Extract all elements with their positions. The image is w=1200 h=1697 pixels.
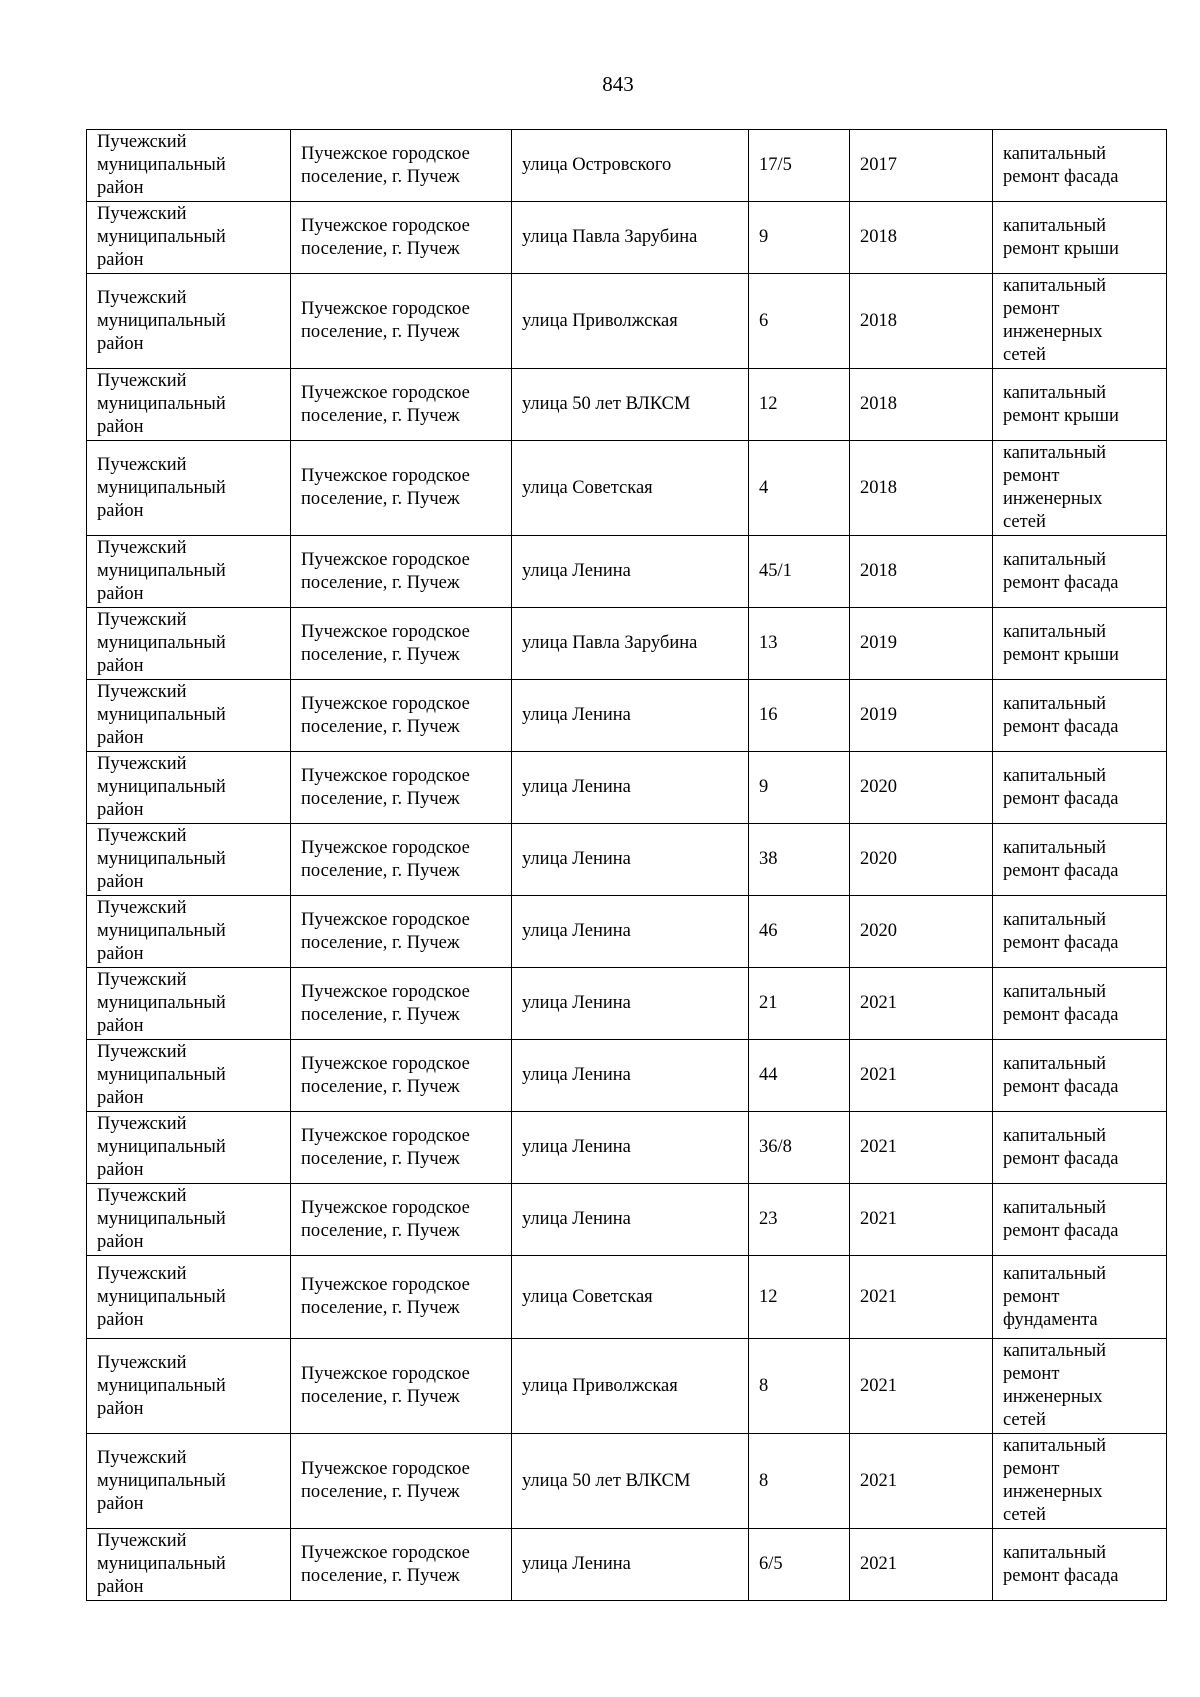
work-type-cell xyxy=(993,608,1167,680)
work-type-cell-line: ремонт крыши xyxy=(1003,238,1119,259)
settlement-cell-line: поселение, г. Пучеж xyxy=(301,1004,460,1025)
settlement-cell xyxy=(291,1040,512,1112)
district-cell xyxy=(87,1256,291,1339)
settlement-cell xyxy=(291,1339,512,1434)
district-cell-line: Пучежский xyxy=(97,1447,187,1468)
table-row xyxy=(87,536,1167,608)
district-cell-line: район xyxy=(97,1493,144,1514)
work-type-cell xyxy=(993,824,1167,896)
work-type-cell-line: капитальный xyxy=(1003,1542,1107,1563)
district-cell-line: район xyxy=(97,1088,144,1108)
work-type-cell-line: ремонт фасада xyxy=(1003,1076,1119,1097)
settlement-cell-line: Пучежское городское xyxy=(301,466,470,486)
house-number-cell: 13 xyxy=(749,608,850,680)
work-type-cell-line: ремонт фасада xyxy=(1003,1565,1119,1586)
district-cell-line: муниципальный xyxy=(97,1554,226,1574)
settlement-cell xyxy=(291,536,512,608)
district-cell-line: Пучежский xyxy=(97,970,187,990)
settlement-cell xyxy=(291,1112,512,1184)
settlement-cell-line: Пучежское городское xyxy=(301,621,470,642)
settlement-cell xyxy=(291,441,512,536)
district-cell-line: район xyxy=(97,1232,144,1252)
settlement-cell-line: Пучежское городское xyxy=(301,549,470,570)
year-cell: 2019 xyxy=(850,608,993,680)
settlement-cell-line: поселение, г. Пучеж xyxy=(301,322,460,342)
settlement-cell-line: поселение, г. Пучеж xyxy=(301,644,460,665)
district-cell-line: район xyxy=(97,584,144,604)
work-type-cell-line: капитальный xyxy=(1003,276,1107,296)
house-number-cell: 6 xyxy=(749,274,850,369)
table-row xyxy=(87,1339,1167,1434)
work-type-cell xyxy=(993,441,1167,536)
street-cell: улица Ленина xyxy=(512,968,749,1040)
house-number-cell: 44 xyxy=(749,1040,850,1112)
district-cell-line: Пучежский xyxy=(97,1352,187,1373)
house-number-cell: 12 xyxy=(749,369,850,441)
work-type-cell xyxy=(993,1256,1167,1339)
table-row xyxy=(87,968,1167,1040)
work-type-cell xyxy=(993,680,1167,752)
settlement-cell-line: Пучежское городское xyxy=(301,765,470,786)
year-cell: 2021 xyxy=(850,968,993,1040)
work-type-cell-line: капитальный xyxy=(1003,1263,1107,1284)
work-type-cell-line: капитальный xyxy=(1003,693,1107,714)
district-cell-line: муниципальный xyxy=(97,921,226,941)
district-cell-line: район xyxy=(97,1160,144,1180)
year-cell: 2021 xyxy=(850,1434,993,1529)
year-cell: 2021 xyxy=(850,1112,993,1184)
street-cell: улица Ленина xyxy=(512,536,749,608)
street-cell: улица Приволжская xyxy=(512,1339,749,1434)
district-cell xyxy=(87,608,291,680)
table-row xyxy=(87,680,1167,752)
table-row xyxy=(87,130,1167,202)
district-cell-line: Пучежский xyxy=(97,287,187,308)
repair-register-table xyxy=(86,129,1167,1601)
settlement-cell-line: поселение, г. Пучеж xyxy=(301,860,460,881)
district-cell-line: Пучежский xyxy=(97,538,187,558)
district-cell-line: район xyxy=(97,1016,144,1036)
work-type-cell xyxy=(993,896,1167,968)
district-cell-line: район xyxy=(97,656,144,676)
work-type-cell-line: сетей xyxy=(1003,1505,1046,1525)
district-cell-line: район xyxy=(97,417,144,437)
house-number-cell: 23 xyxy=(749,1184,850,1256)
work-type-cell-line: ремонт xyxy=(1003,466,1060,486)
street-cell: улица Ленина xyxy=(512,1529,749,1601)
work-type-cell-line: инженерных xyxy=(1003,1482,1103,1502)
district-cell-line: Пучежский xyxy=(97,454,187,475)
work-type-cell xyxy=(993,1529,1167,1601)
work-type-cell-line: сетей xyxy=(1003,345,1046,365)
street-cell: улица Ленина xyxy=(512,1040,749,1112)
work-type-cell-line: ремонт крыши xyxy=(1003,405,1119,426)
house-number-cell: 21 xyxy=(749,968,850,1040)
house-number-cell: 4 xyxy=(749,441,850,536)
work-type-cell-line: инженерных xyxy=(1003,489,1103,509)
table-row xyxy=(87,441,1167,536)
work-type-cell-line: капитальный xyxy=(1003,443,1107,463)
district-cell xyxy=(87,968,291,1040)
work-type-cell-line: сетей xyxy=(1003,1410,1046,1430)
district-cell-line: район xyxy=(97,1398,144,1419)
table-row xyxy=(87,274,1167,369)
settlement-cell-line: поселение, г. Пучеж xyxy=(301,1298,460,1318)
settlement-cell xyxy=(291,1434,512,1529)
work-type-cell xyxy=(993,536,1167,608)
work-type-cell-line: капитальный xyxy=(1003,1436,1107,1456)
street-cell: улица Приволжская xyxy=(512,274,749,369)
district-cell-line: муниципальный xyxy=(97,993,226,1013)
district-cell-line: Пучежский xyxy=(97,204,187,224)
district-cell-line: муниципальный xyxy=(97,849,226,869)
year-cell: 2020 xyxy=(850,824,993,896)
street-cell: улица 50 лет ВЛКСМ xyxy=(512,1434,749,1529)
district-cell-line: муниципальный xyxy=(97,1286,226,1307)
year-cell: 2017 xyxy=(850,130,993,202)
work-type-cell-line: капитальный xyxy=(1003,837,1107,858)
district-cell xyxy=(87,369,291,441)
work-type-cell xyxy=(993,1112,1167,1184)
street-cell: улица Ленина xyxy=(512,752,749,824)
district-cell-line: муниципальный xyxy=(97,777,226,797)
settlement-cell-line: поселение, г. Пучеж xyxy=(301,1387,460,1407)
page-number: 843 xyxy=(602,72,634,96)
table-row xyxy=(87,752,1167,824)
settlement-cell-line: Пучежское городское xyxy=(301,1459,470,1479)
district-cell-line: муниципальный xyxy=(97,1375,226,1396)
settlement-cell-line: поселение, г. Пучеж xyxy=(301,932,460,953)
year-cell: 2018 xyxy=(850,274,993,369)
settlement-cell-line: Пучежское городское xyxy=(301,143,470,164)
district-cell-line: муниципальный xyxy=(97,1137,226,1157)
district-cell-line: муниципальный xyxy=(97,633,226,653)
table-row xyxy=(87,1112,1167,1184)
settlement-cell xyxy=(291,1529,512,1601)
settlement-cell-line: поселение, г. Пучеж xyxy=(301,166,460,187)
district-cell-line: муниципальный xyxy=(97,227,226,247)
settlement-cell-line: поселение, г. Пучеж xyxy=(301,572,460,593)
work-type-cell-line: инженерных xyxy=(1003,1387,1103,1407)
district-cell xyxy=(87,1112,291,1184)
table-row xyxy=(87,1184,1167,1256)
table-row xyxy=(87,896,1167,968)
settlement-cell-line: поселение, г. Пучеж xyxy=(301,405,460,426)
house-number-cell: 12 xyxy=(749,1256,850,1339)
work-type-cell-line: ремонт фасада xyxy=(1003,572,1119,593)
district-cell xyxy=(87,536,291,608)
district-cell xyxy=(87,1529,291,1601)
work-type-cell-line: ремонт фасада xyxy=(1003,716,1119,737)
settlement-cell-line: поселение, г. Пучеж xyxy=(301,489,460,509)
street-cell: улица Павла Зарубина xyxy=(512,202,749,274)
district-cell xyxy=(87,680,291,752)
settlement-cell-line: поселение, г. Пучеж xyxy=(301,1482,460,1502)
work-type-cell-line: капитальный xyxy=(1003,1197,1107,1218)
settlement-cell-line: Пучежское городское xyxy=(301,1542,470,1563)
table-row xyxy=(87,202,1167,274)
work-type-cell xyxy=(993,130,1167,202)
settlement-cell xyxy=(291,202,512,274)
year-cell: 2018 xyxy=(850,369,993,441)
work-type-cell-line: капитальный xyxy=(1003,1125,1107,1146)
street-cell: улица Ленина xyxy=(512,1112,749,1184)
settlement-cell xyxy=(291,896,512,968)
street-cell: улица Ленина xyxy=(512,824,749,896)
table-body xyxy=(87,130,1167,1601)
district-cell xyxy=(87,824,291,896)
district-cell xyxy=(87,274,291,369)
work-type-cell-line: капитальный xyxy=(1003,909,1107,930)
street-cell: улица Островского xyxy=(512,130,749,202)
district-cell-line: район xyxy=(97,872,144,892)
work-type-cell-line: капитальный xyxy=(1003,549,1107,570)
house-number-cell: 36/8 xyxy=(749,1112,850,1184)
table-row xyxy=(87,1529,1167,1601)
settlement-cell-line: Пучежское городское xyxy=(301,299,470,319)
district-cell-line: Пучежский xyxy=(97,1263,187,1284)
settlement-cell-line: Пучежское городское xyxy=(301,909,470,930)
year-cell: 2021 xyxy=(850,1256,993,1339)
district-cell-line: Пучежский xyxy=(97,610,187,630)
settlement-cell-line: поселение, г. Пучеж xyxy=(301,1148,460,1169)
work-type-cell-line: ремонт xyxy=(1003,1286,1060,1307)
settlement-cell-line: Пучежское городское xyxy=(301,981,470,1002)
settlement-cell-line: поселение, г. Пучеж xyxy=(301,1076,460,1097)
district-cell-line: Пучежский xyxy=(97,1186,187,1206)
district-cell-line: Пучежский xyxy=(97,754,187,774)
settlement-cell xyxy=(291,608,512,680)
work-type-cell-line: фундамента xyxy=(1003,1309,1098,1330)
year-cell: 2020 xyxy=(850,896,993,968)
work-type-cell-line: ремонт фасада xyxy=(1003,932,1119,953)
settlement-cell xyxy=(291,1256,512,1339)
house-number-cell: 38 xyxy=(749,824,850,896)
work-type-cell xyxy=(993,1434,1167,1529)
settlement-cell xyxy=(291,752,512,824)
district-cell-line: район xyxy=(97,800,144,820)
settlement-cell-line: Пучежское городское xyxy=(301,382,470,403)
settlement-cell xyxy=(291,1184,512,1256)
district-cell-line: муниципальный xyxy=(97,394,226,414)
table-row xyxy=(87,1040,1167,1112)
district-cell xyxy=(87,1040,291,1112)
work-type-cell-line: капитальный xyxy=(1003,1341,1107,1361)
work-type-cell xyxy=(993,369,1167,441)
work-type-cell-line: капитальный xyxy=(1003,143,1107,164)
district-cell-line: муниципальный xyxy=(97,477,226,498)
settlement-cell-line: поселение, г. Пучеж xyxy=(301,788,460,809)
settlement-cell-line: Пучежское городское xyxy=(301,1364,470,1384)
work-type-cell-line: капитальный xyxy=(1003,215,1107,236)
district-cell xyxy=(87,441,291,536)
work-type-cell-line: капитальный xyxy=(1003,981,1107,1002)
work-type-cell-line: ремонт xyxy=(1003,299,1060,319)
table-row xyxy=(87,824,1167,896)
table-row xyxy=(87,369,1167,441)
work-type-cell xyxy=(993,1184,1167,1256)
district-cell-line: Пучежский xyxy=(97,1042,187,1062)
table-row xyxy=(87,1434,1167,1529)
street-cell: улица Советская xyxy=(512,441,749,536)
district-cell-line: Пучежский xyxy=(97,682,187,702)
work-type-cell-line: сетей xyxy=(1003,512,1046,532)
house-number-cell: 9 xyxy=(749,752,850,824)
district-cell-line: район xyxy=(97,500,144,521)
district-cell-line: Пучежский xyxy=(97,1531,187,1551)
year-cell: 2021 xyxy=(850,1184,993,1256)
district-cell-line: Пучежский xyxy=(97,898,187,918)
settlement-cell-line: Пучежское городское xyxy=(301,215,470,236)
work-type-cell-line: капитальный xyxy=(1003,621,1107,642)
settlement-cell-line: поселение, г. Пучеж xyxy=(301,1565,460,1586)
work-type-cell xyxy=(993,1339,1167,1434)
district-cell-line: район xyxy=(97,250,144,270)
district-cell-line: Пучежский xyxy=(97,132,187,152)
street-cell: улица Ленина xyxy=(512,680,749,752)
district-cell-line: Пучежский xyxy=(97,371,187,391)
district-cell-line: муниципальный xyxy=(97,561,226,581)
year-cell: 2018 xyxy=(850,441,993,536)
house-number-cell: 17/5 xyxy=(749,130,850,202)
settlement-cell-line: Пучежское городское xyxy=(301,1197,470,1218)
work-type-cell xyxy=(993,274,1167,369)
district-cell-line: район xyxy=(97,178,144,198)
work-type-cell xyxy=(993,202,1167,274)
district-cell-line: район xyxy=(97,1309,144,1330)
settlement-cell-line: Пучежское городское xyxy=(301,1275,470,1295)
work-type-cell-line: ремонт фасада xyxy=(1003,166,1119,187)
district-cell xyxy=(87,752,291,824)
street-cell: улица Павла Зарубина xyxy=(512,608,749,680)
year-cell: 2019 xyxy=(850,680,993,752)
settlement-cell-line: поселение, г. Пучеж xyxy=(301,716,460,737)
house-number-cell: 8 xyxy=(749,1434,850,1529)
district-cell xyxy=(87,1434,291,1529)
work-type-cell-line: капитальный xyxy=(1003,1053,1107,1074)
street-cell: улица Советская xyxy=(512,1256,749,1339)
district-cell-line: муниципальный xyxy=(97,1209,226,1229)
district-cell-line: муниципальный xyxy=(97,310,226,331)
work-type-cell-line: ремонт xyxy=(1003,1459,1060,1479)
street-cell: улица Ленина xyxy=(512,1184,749,1256)
work-type-cell-line: капитальный xyxy=(1003,765,1107,786)
year-cell: 2018 xyxy=(850,202,993,274)
district-cell-line: Пучежский xyxy=(97,1114,187,1134)
work-type-cell-line: ремонт крыши xyxy=(1003,644,1119,665)
district-cell-line: район xyxy=(97,333,144,354)
settlement-cell-line: Пучежское городское xyxy=(301,693,470,714)
house-number-cell: 46 xyxy=(749,896,850,968)
year-cell: 2021 xyxy=(850,1529,993,1601)
house-number-cell: 45/1 xyxy=(749,536,850,608)
settlement-cell xyxy=(291,130,512,202)
settlement-cell xyxy=(291,968,512,1040)
district-cell-line: муниципальный xyxy=(97,705,226,725)
house-number-cell: 16 xyxy=(749,680,850,752)
district-cell xyxy=(87,202,291,274)
district-cell-line: район xyxy=(97,728,144,748)
district-cell xyxy=(87,130,291,202)
work-type-cell xyxy=(993,1040,1167,1112)
settlement-cell-line: Пучежское городское xyxy=(301,837,470,858)
work-type-cell-line: ремонт фасада xyxy=(1003,1148,1119,1169)
year-cell: 2020 xyxy=(850,752,993,824)
house-number-cell: 9 xyxy=(749,202,850,274)
district-cell xyxy=(87,1184,291,1256)
district-cell-line: район xyxy=(97,944,144,964)
table-row xyxy=(87,608,1167,680)
settlement-cell xyxy=(291,824,512,896)
work-type-cell xyxy=(993,752,1167,824)
district-cell-line: муниципальный xyxy=(97,155,226,175)
work-type-cell-line: ремонт фасада xyxy=(1003,860,1119,881)
house-number-cell: 8 xyxy=(749,1339,850,1434)
district-cell-line: Пучежский xyxy=(97,826,187,846)
table-row xyxy=(87,1256,1167,1339)
district-cell-line: муниципальный xyxy=(97,1470,226,1491)
settlement-cell xyxy=(291,680,512,752)
work-type-cell-line: ремонт фасада xyxy=(1003,1220,1119,1241)
street-cell: улица 50 лет ВЛКСМ xyxy=(512,369,749,441)
work-type-cell-line: ремонт xyxy=(1003,1364,1060,1384)
district-cell-line: муниципальный xyxy=(97,1065,226,1085)
settlement-cell xyxy=(291,274,512,369)
district-cell xyxy=(87,896,291,968)
year-cell: 2021 xyxy=(850,1339,993,1434)
settlement-cell-line: поселение, г. Пучеж xyxy=(301,1220,460,1241)
settlement-cell-line: поселение, г. Пучеж xyxy=(301,238,460,259)
settlement-cell xyxy=(291,369,512,441)
district-cell-line: район xyxy=(97,1577,144,1597)
settlement-cell-line: Пучежское городское xyxy=(301,1053,470,1074)
work-type-cell-line: ремонт фасада xyxy=(1003,788,1119,809)
district-cell xyxy=(87,1339,291,1434)
street-cell: улица Ленина xyxy=(512,896,749,968)
work-type-cell-line: ремонт фасада xyxy=(1003,1004,1119,1025)
settlement-cell-line: Пучежское городское xyxy=(301,1125,470,1146)
work-type-cell-line: инженерных xyxy=(1003,322,1103,342)
work-type-cell-line: капитальный xyxy=(1003,382,1107,403)
year-cell: 2018 xyxy=(850,536,993,608)
house-number-cell: 6/5 xyxy=(749,1529,850,1601)
work-type-cell xyxy=(993,968,1167,1040)
year-cell: 2021 xyxy=(850,1040,993,1112)
